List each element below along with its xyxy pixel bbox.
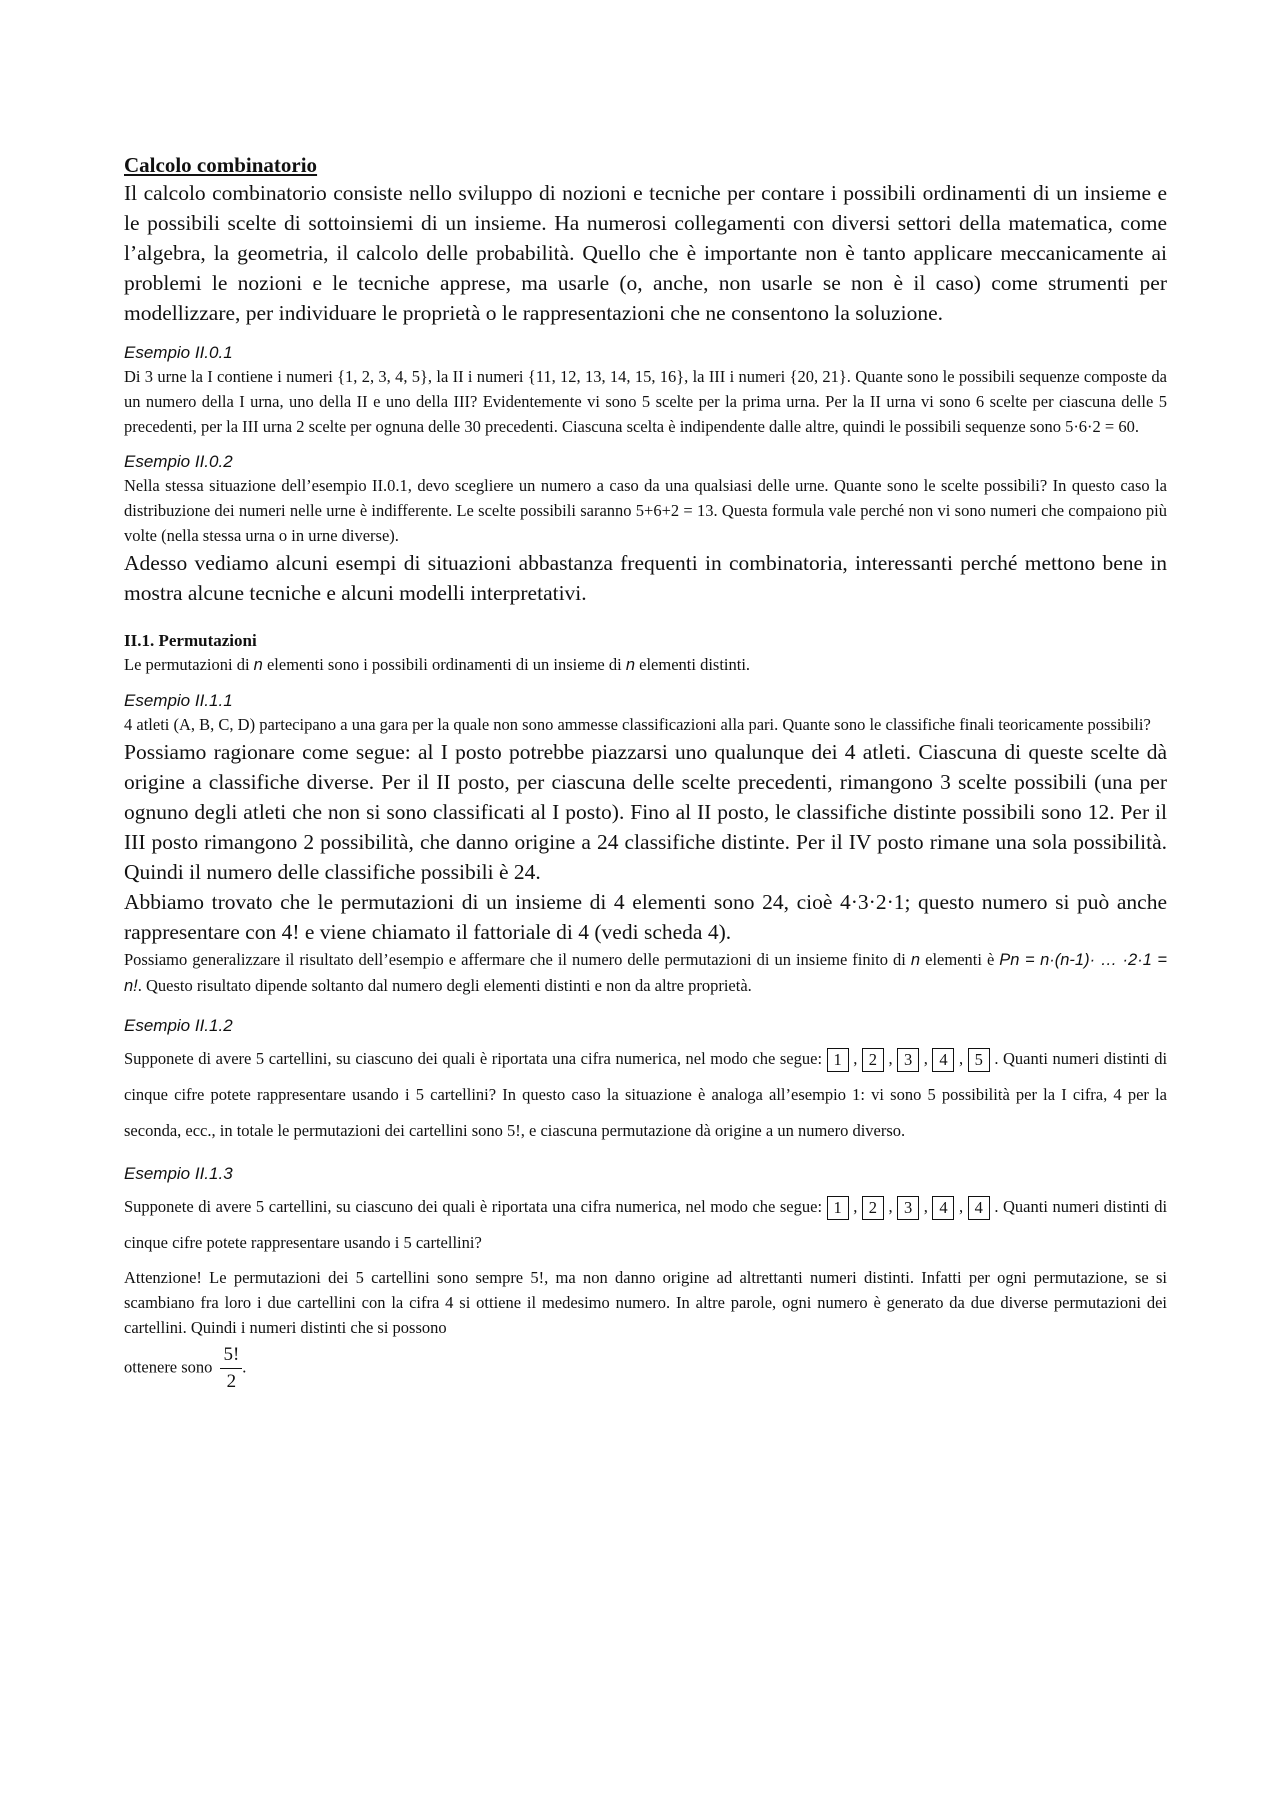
example-title-ii-0-2: Esempio II.0.2: [124, 452, 233, 471]
card-1: 1: [827, 1196, 849, 1220]
card-4: 4: [932, 1048, 954, 1072]
example-text-ii-1-3: Supponete di avere 5 cartellini, su ciascuno dei quali è riportata una cifra numerica, nel modo che segue: 1 , 2 , 3 , 4 , 4 . Quanti numeri distinti di cinque cifre potete rappresentare usando i 5 cartellini?: [124, 1197, 1168, 1252]
card-5: 5: [968, 1048, 990, 1072]
transition-paragraph: Adesso vediamo alcuni esempi di situazioni abbastanza frequenti in combinatoria, interessanti perché mettono bene in mostra alcune tecniche e alcuni modelli interpretativi.: [124, 551, 1167, 605]
example-reasoning-ii-1-1: Possiamo ragionare come segue: al I posto potrebbe piazzarsi uno qualunque dei 4 atleti. Ciascuna di queste scelte dà origine a classifiche diverse. Per il II posto, per ciascuna delle scelte precedenti, rimangono 3 scelte possibili (una per ognuno degli atleti che non si sono classificati al I posto). Fino al II posto, le classifiche distinte possibili sono 12. Per il III posto rimangono 2 possibilità, che danno origine a 24 classifiche distinte. Per il IV posto rimane una sola possibilità. Quindi il numero delle classifiche possibili è 24.: [124, 740, 1167, 884]
card-2: 2: [862, 1048, 884, 1072]
permutation-formula: Pn = n·(n-1)· … ·2·1 = n!: [124, 951, 1167, 995]
section-definition: Le permutazioni di n elementi sono i possibili ordinamenti di un insieme di n elementi distinti.: [124, 655, 751, 674]
example-text-ii-1-2: Supponete di avere 5 cartellini, su ciascuno dei quali è riportata una cifra numerica, nel modo che segue: 1 , 2 , 3 , 4 , 5 . Quanti numeri distinti di cinque cifre potete rappresentare usando i 5 cartellini? In questo caso la situazione è analoga all’esempio 1: vi sono 5 possibilità per la I cifra, 4 per la seconda, ecc., in totale le permutazioni dei cartellini sono 5!, e ciascuna permutazione dà origine a un numero diverso.: [124, 1049, 1168, 1140]
card-3: 3: [897, 1196, 919, 1220]
card-2: 2: [862, 1196, 884, 1220]
example-result-ii-1-1: Abbiamo trovato che le permutazioni di un insieme di 4 elementi sono 24, cioè 4·3·2·1; questo numero si può anche rappresentare con 4! e viene chiamato il fattoriale di 4 (vedi scheda 4).: [124, 890, 1167, 944]
example-question-ii-1-1: 4 atleti (A, B, C, D) partecipano a una gara per la quale non sono ammesse classificazioni alla pari. Quante sono le classifiche finali teoricamente possibili?: [124, 715, 1151, 734]
card-3: 3: [897, 1048, 919, 1072]
intro-paragraph: Il calcolo combinatorio consiste nello sviluppo di nozioni e tecniche per contare i possibili ordinamenti di un insieme e le possibili scelte di sottoinsiemi di un insieme. Ha numerosi collegamenti con diversi settori della matematica, come l’algebra, la geometria, il calcolo delle probabilità. Quello che è importante non è tanto applicare meccanicamente ai problemi le nozioni e le tecniche apprese, ma usarle (o, anche, non usarle se non è il caso) come strumenti per modellizzare, per individuare le proprietà o le rappresentazioni che ne consentono la soluzione.: [124, 181, 1167, 325]
example-title-ii-0-1: Esempio II.0.1: [124, 343, 233, 362]
example-title-ii-1-2: Esempio II.1.2: [124, 1016, 233, 1035]
card-4-duplicate: 4: [968, 1196, 990, 1220]
example-text-ii-0-2: Nella stessa situazione dell’esempio II.0.1, devo scegliere un numero a caso da una qualsiasi delle urne. Quante sono le scelte possibili? In questo caso la distribuzione dei numeri nelle urne è indifferente. Le scelte possibili saranno 5+6+2 = 13. Questa formula vale perché non vi sono numeri che compaiono più volte (nella stessa urna o in urne diverse).: [124, 476, 1167, 545]
section-title-permutazioni: II.1. Permutazioni: [124, 631, 257, 650]
page-title: Calcolo combinatorio: [124, 153, 318, 177]
generalization-paragraph: Possiamo generalizzare il risultato dell’esempio e affermare che il numero delle permutazioni di un insieme finito di n elementi è Pn = n·(n-1)· … ·2·1 = n!. Questo risultato dipende soltanto dal numero degli elementi distinti e non da altre proprietà.: [124, 950, 1167, 995]
card-1: 1: [827, 1048, 849, 1072]
final-line: ottenere sono $\frac{5!}{2}$ .: [124, 1342, 1167, 1395]
example-note-ii-1-3: Attenzione! Le permutazioni dei 5 cartellini sono sempre 5!, ma non danno origine ad altrettanti numeri distinti. Infatti per ogni permutazione, se si scambiano fra loro i due cartellini con la cifra 4 si ottiene il medesimo numero. In altre parole, ogni numero è generato da due diverse permutazioni dei cartellini. Quindi i numeri distinti che si possono: [124, 1268, 1167, 1337]
fraction-5-factorial-over-2: $\frac{5!}{2}$: [220, 1342, 242, 1395]
example-text-ii-0-1: Di 3 urne la I contiene i numeri {1, 2, 3, 4, 5}, la II i numeri {11, 12, 13, 14, 15, 16}, la III i numeri {20, 21}. Quante sono le possibili sequenze composte da un numero della I urna, uno della II e uno della III? Evidentemente vi sono 5 scelte per la prima urna. Per la II urna vi sono 6 scelte per ciascuna delle 5 precedenti, per la III urna 2 scelte per ognuna delle 30 precedenti. Ciascuna scelta è indipendente dalle altre, quindi le possibili sequenze sono 5·6·2 = 60.: [124, 367, 1167, 436]
card-4: 4: [932, 1196, 954, 1220]
example-title-ii-1-3: Esempio II.1.3: [124, 1164, 233, 1183]
example-title-ii-1-1: Esempio II.1.1: [124, 691, 233, 710]
document-page: [124, 152, 1167, 1395]
